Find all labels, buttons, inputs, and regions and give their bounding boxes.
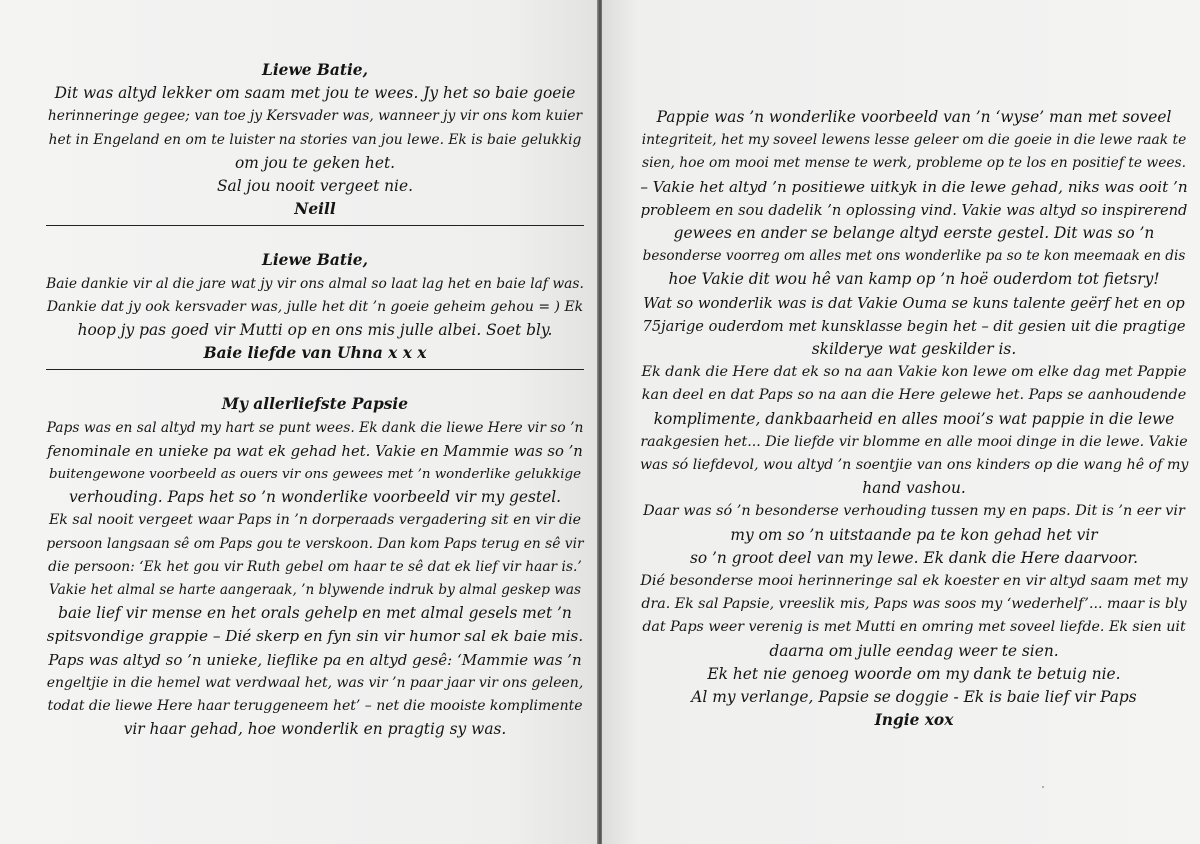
right-line: Ek dank die Here dat ek so na aan Vakie kon lewe om elke dag met Pappie (641, 364, 1187, 381)
left-page (0, 0, 598, 844)
note2-signature: Baie liefde van Uhna x x x (203, 344, 427, 363)
right-line: hand vashou. (862, 479, 966, 498)
left-column (46, 59, 584, 741)
right-column (640, 106, 1188, 732)
note3-line: engeltjie in die hemel wat verdwaal het, was vir ’n paar jaar vir ons geleen, (46, 674, 584, 691)
right-line: my om so ’n uitstaande pa te kon gehad het vir (730, 525, 1098, 544)
note3-body (46, 417, 584, 742)
note3-line: verhouding. Paps het so ’n wonderlike voorbeeld vir my gestel. (68, 488, 562, 507)
right-line: Ek het nie genoeg woorde om my dank te betuig nie. (707, 664, 1121, 683)
right-line: was só liefdevol, wou altyd ’n soentjie van ons kinders op die wang hê of my (640, 457, 1189, 474)
note2-line: Baie dankie vir al die jare wat jy vir ons almal so laat lag het en baie laf was. (46, 275, 584, 292)
right-line: sien, hoe om mooi met mense te werk, probleme op te los en positief te wees. (641, 155, 1187, 172)
note3-line: baie lief vir mense en het orals gehelp en met almal gesels met ’n (58, 604, 572, 623)
note1-line: herinneringe gegee; van toe jy Kersvader was, wanneer jy vir ons kom kuier (47, 108, 583, 125)
note2-line: hoop jy pas goed vir Mutti op en ons mis julle albei. Soet bly. (77, 321, 553, 340)
right-line: skilderye wat geskilder is. (811, 340, 1017, 359)
right-line: dra. Ek sal Papsie, vreeslik mis, Paps was soos my ‘wederhelf’... maar is bly (641, 596, 1187, 613)
note1-signature: Neill (294, 200, 336, 219)
right-line: probleem en sou dadelik ’n oplossing vind. Vakie was altyd so inspirerend (640, 201, 1188, 219)
note3-heading: My allerliefste Papsie (221, 395, 409, 414)
note2-line: Dankie dat jy ook kersvader was, julle het dit ’n goeie geheim gehou = ) Ek (46, 298, 584, 315)
right-line: 75jarige ouderdom met kunsklasse begin het – dit gesien uit die pragtige (642, 317, 1186, 335)
right-line: – Vakie het altyd ’n positiewe uitkyk in die lewe gehad, niks was ooit ’n (640, 177, 1188, 196)
right-line: Wat so wonderlik was is dat Vakie Ouma se kuns talente geërf het en op (643, 294, 1185, 312)
right-line: integriteit, het my soveel lewens lesse geleer om die goeie in die lewe raak te (641, 132, 1187, 149)
note3-line: Ek sal nooit vergeet waar Paps in ’n dorperaads vergadering sit en vir die (48, 512, 582, 529)
note1-body (46, 82, 584, 198)
note2-body (46, 273, 584, 343)
right-line: Dié besonderse mooi herinneringe sal ek koester en vir altyd saam met my (640, 573, 1188, 590)
note1-heading: Liewe Batie, (262, 61, 368, 79)
right-line: Daar was só ’n besonderse verhouding tussen my en paps. Dit is ’n eer vir (643, 503, 1185, 520)
note3-line: Paps was altyd so ’n unieke, lieflike pa en altyd gesê: ‘Mammie was ’n (48, 650, 582, 669)
note3-line: vir haar gehad, hoe wonderlik en pragtig sy was. (123, 720, 507, 739)
note3-line: buitengewone voorbeeld as ouers vir ons gewees met ’n wonderlike gelukkige (48, 467, 582, 483)
note1-line: Sal jou nooit vergeet nie. (217, 177, 413, 196)
note3-line: Vakie het almal se harte aangeraak, ’n blywende indruk by almal geskep was (49, 582, 581, 599)
note3-line: persoon langsaan sê om Paps gou te verskoon. Dan kom Paps terug en sê vir (46, 535, 584, 552)
note1-line: Dit was altyd lekker om saam met jou te wees. Jy het so baie goeie (54, 84, 576, 103)
right-body (640, 106, 1188, 709)
right-line: Pappie was ’n wonderlike voorbeeld van ’n ‘wyse’ man met soveel (656, 108, 1172, 126)
right-line: besonderse voorreg om alles met ons wonderlike pa so te kon meemaak en dis (642, 248, 1186, 265)
note1-line: om jou te geken het. (234, 153, 396, 172)
right-line: dat Paps weer verenig is met Mutti en omring met soveel liefde. Ek sien uit (642, 619, 1186, 636)
note3-line: spitsvondige grappie – Dié skerp en fyn sin vir humor sal ek baie mis. (46, 627, 584, 646)
right-line: kan deel en dat Paps so na aan die Here gelewe het. Paps se aanhoudende (641, 387, 1187, 404)
right-line: komplimente, dankbaarheid en alles mooi’s wat pappie in die lewe (653, 409, 1175, 428)
right-line: so ’n groot deel van my lewe. Ek dank die Here daarvoor. (689, 548, 1139, 567)
note3-line: Paps was en sal altyd my hart se punt wees. Ek dank die liewe Here vir so ’n (46, 419, 584, 436)
right-signature: Ingie xox (874, 711, 954, 730)
right-page (602, 0, 1200, 844)
note2-heading: Liewe Batie, (262, 251, 368, 270)
right-line: hoe Vakie dit wou hê van kamp op ’n hoë ouderdom tot fietsry! (668, 270, 1160, 289)
paper-speck (1042, 786, 1044, 788)
right-line: gewees en ander se belange altyd eerste gestel. Dit was so ’n (673, 224, 1155, 243)
note3-line: die persoon: ‘Ek het gou vir Ruth gebel om haar te sê dat ek lief vir haar is.’ (48, 558, 582, 575)
note3-line: fenominale en unieke pa wat ek gehad het. Vakie en Mammie was so ’n (47, 442, 583, 460)
right-line: Al my verlange, Papsie se doggie - Ek is baie lief vir Paps (691, 688, 1137, 707)
right-line: daarna om julle eendag weer te sien. (769, 641, 1059, 660)
right-line: raakgesien het... Die liefde vir blomme en alle mooi dinge in die lewe. Vakie (640, 433, 1188, 450)
note1-line: het in Engeland en om te luister na stories van jou lewe. Ek is baie gelukkig (48, 131, 582, 148)
note3-line: todat die liewe Here haar teruggeneem het’ – net die mooiste komplimente (47, 698, 583, 715)
